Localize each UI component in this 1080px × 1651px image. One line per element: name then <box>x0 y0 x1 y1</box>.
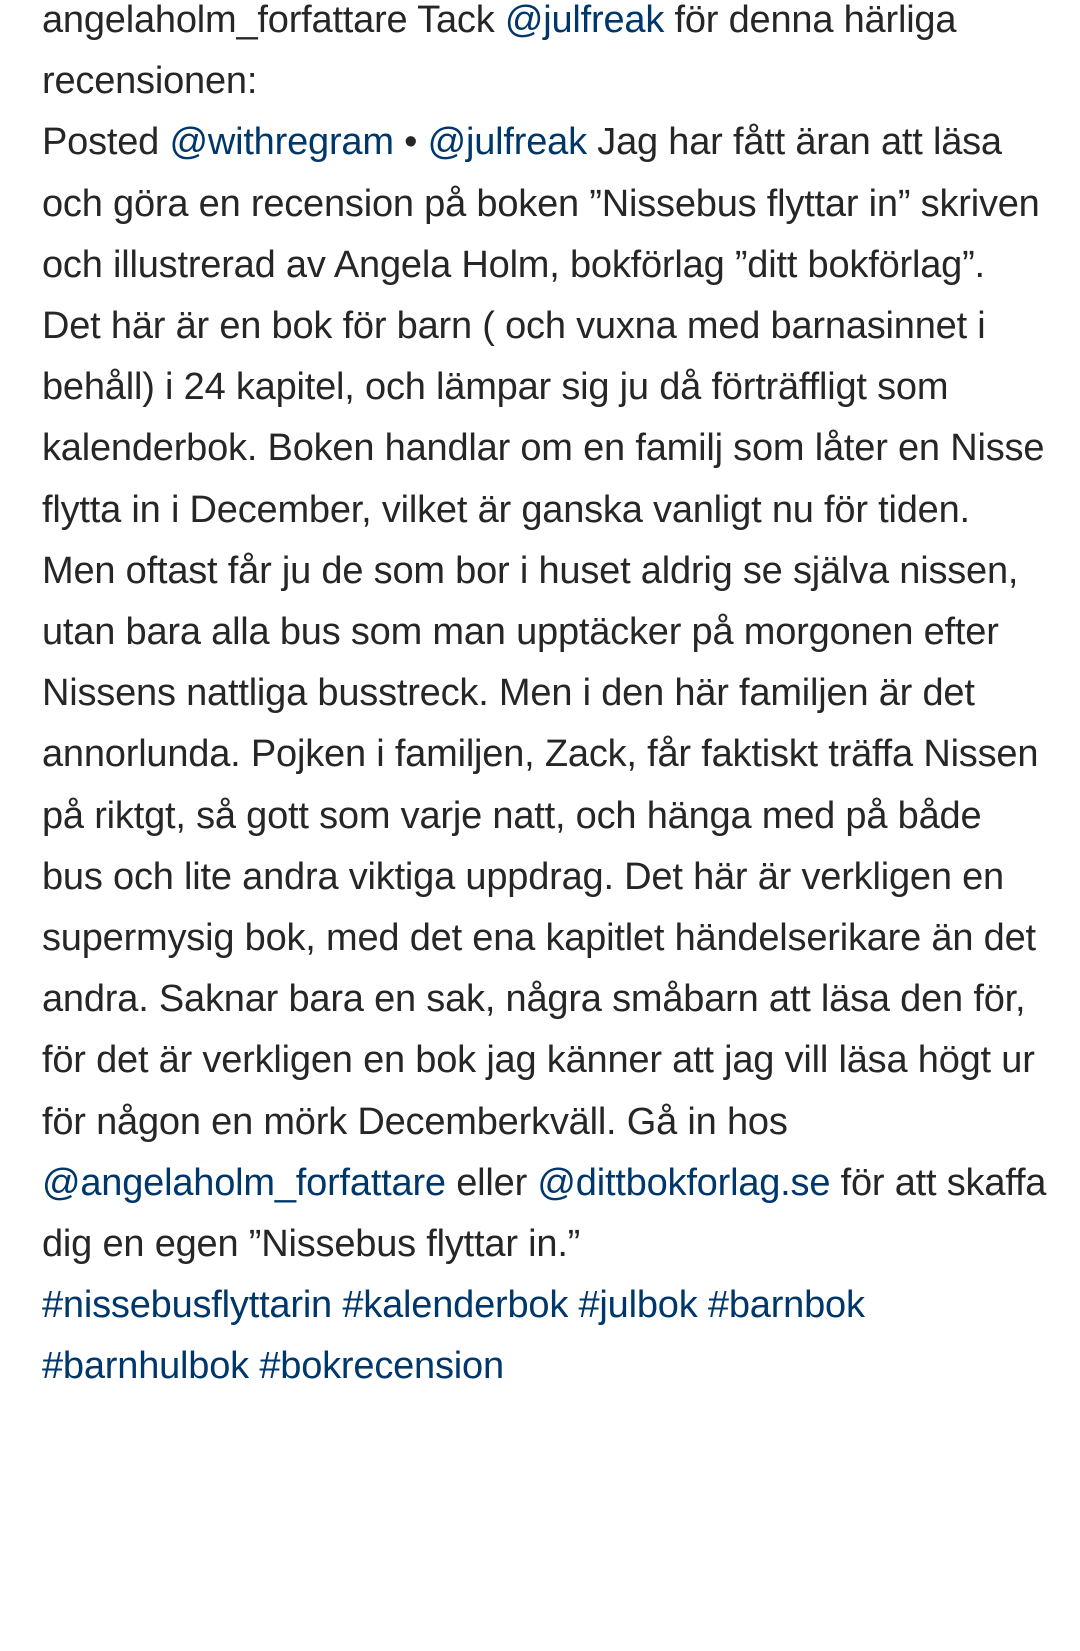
post-caption <box>42 0 1052 1398</box>
caption-review-body <box>42 296 1052 1275</box>
caption-intro <box>42 0 1052 112</box>
hashtag-link[interactable]: #julbok <box>578 1284 698 1327</box>
caption-text: för denna härliga recensionen: <box>42 0 957 103</box>
hashtag-link[interactable]: #bokrecension <box>259 1345 504 1388</box>
hashtag-link[interactable]: #kalenderbok <box>342 1284 569 1327</box>
mention-publisher[interactable]: @dittbokforlag.se <box>537 1161 831 1204</box>
caption-text: Det här är en bok för barn ( och vuxna med barnasinnet i behåll) i 24 kapitel, och lämpar sig ju då förträffligt som kalenderbok. Boken handlar om en familj som låter en Nisse flytta in i December, vilket är ganska vanligt nu för tiden. Men oftast får ju de som bor i huset aldrig se själva nissen, utan bara alla bus som man upptäcker på morgonen efter Nissens nattliga busstreck. Men i den här familjen är det annorlunda. Pojken i familjen, Zack, får faktiskt träffa Nissen på riktgt, så gott som varje natt, och hänga med på både bus och lite andra viktiga uppdrag. Det här är verkligen en supermysig bok, med det ena kapitlet händelserikare än det andra. Saknar bara en sak, några småbarn att läsa den för, för det är verkligen en bok jag känner att jag vill läsa högt ur för någon en mörk Decemberkväll. Gå in hos <box>42 305 1045 1143</box>
mention-julfreak-reposted[interactable]: @julfreak <box>427 121 587 164</box>
mention-author[interactable]: @angelaholm_forfattare <box>42 1161 446 1204</box>
mention-julfreak[interactable]: @julfreak <box>504 0 665 41</box>
caption-text: Jag har fått äran att läsa och göra en recension på boken ”Nissebus flyttar in” skriven och illustrerad av Angela Holm, bokförlag ”ditt bokförlag”. <box>42 121 1040 286</box>
caption-review-start <box>42 112 1052 296</box>
hashtag-link[interactable]: #barnhulbok <box>42 1345 249 1388</box>
caption-text: för att skaffa dig en egen ”Nissebus flyttar in.” <box>42 1161 1047 1266</box>
caption-text: eller <box>445 1161 538 1204</box>
bullet-separator: • <box>393 121 428 164</box>
hashtag-link[interactable]: #barnbok <box>707 1284 865 1327</box>
hashtag-link[interactable]: #nissebusflyttarin <box>42 1284 332 1327</box>
posted-label: Posted <box>42 121 170 164</box>
caption-text: Tack <box>407 0 505 41</box>
mention-withregram[interactable]: @withregram <box>169 121 394 164</box>
username-link[interactable]: angelaholm_forfattare <box>42 0 408 41</box>
hashtag-list <box>42 1275 1052 1397</box>
